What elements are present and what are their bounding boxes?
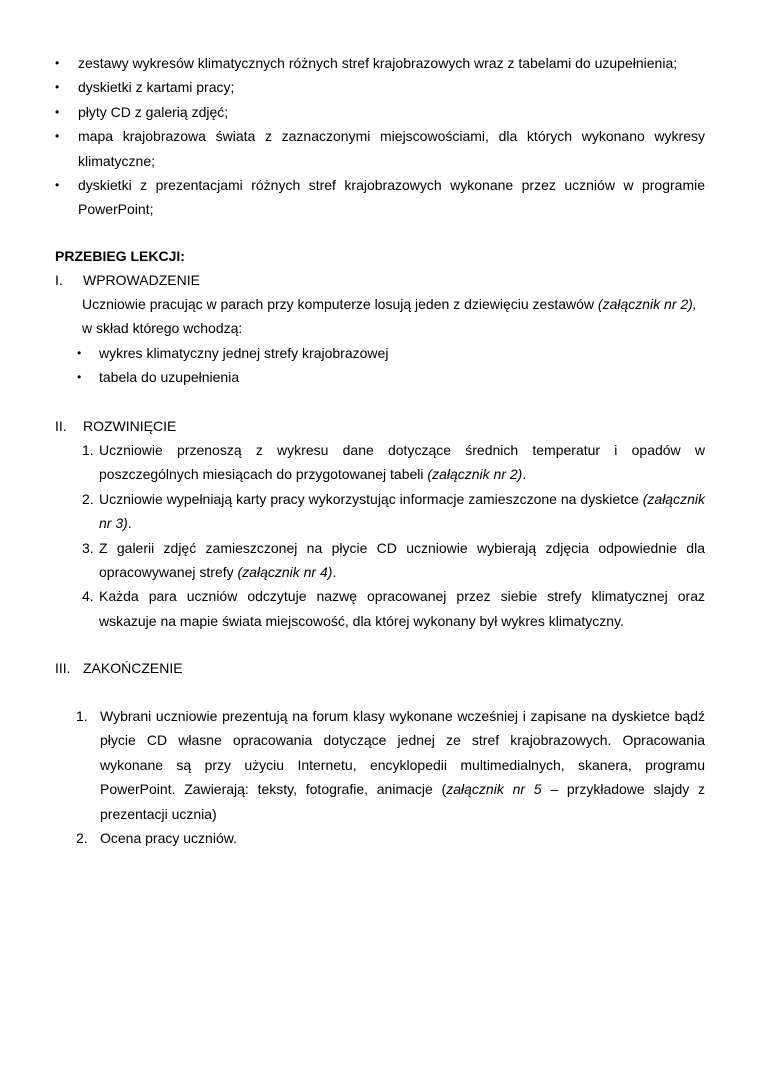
section-numeral: III. [55,660,71,676]
item-text: Uczniowie przenoszą z wykresu dane dotyczące średnich temperatur i opadów w poszczególnych miesiącach do przygotowanej tabeli [99,442,705,483]
section-numeral: I. [55,272,63,288]
item-text: Uczniowie wypełniają karty pracy wykorzystując informacje zamieszczone na dyskietce [99,490,643,507]
section-title-text: ROZWINIĘCIE [83,418,177,434]
section-title-introduction [55,268,200,292]
paragraph-text: w skład którego wchodzą: [82,320,243,337]
list-item [82,584,705,633]
item-text: Wybrani uczniowie prezentują na forum klasy wykonane wcześniej i zapisane na dyskietce bądź płycie CD własne opracowania dotyczące jednej ze stref krajobrazowych. Opracowania wykonane są przy użyciu Internetu, encyklopedii multimedialnych, skanera, programu PowerPoint. Zawierają: teksty, fotografie, animacje ( [100,708,705,798]
list-item [76,704,705,826]
materials-list [55,51,705,222]
list-item [82,536,705,585]
list-item: • płyty CD z galerią zdjęć; [55,100,705,124]
item-number: 2. [82,490,94,507]
annex-reference: (załącznik nr 3) [99,490,705,532]
development-list [82,438,705,633]
list-item: • dyskietki z kartami pracy; [55,75,705,99]
annex-reference: (załącznik nr 2), [597,296,697,312]
paragraph-text: Uczniowie pracując w parach przy komputerze losują jeden z dziewięciu zestawów [82,296,598,312]
item-tail: – przykładowe slajdy z prezentacji ucznia) [100,781,706,822]
item-number: 4. [82,588,94,605]
list-item: • dyskietki z prezentacjami różnych stref krajobrazowych wykonane przez uczniów w programie PowerPoint; [55,173,705,222]
list-item: • mapa krajobrazowa świata z zaznaczonymi miejscowościami, dla których wykonano wykresy klimatyczne; [55,124,705,173]
section-title-conclusion [55,656,183,680]
section-title-development [55,414,176,438]
lesson-heading: PRZEBIEG LEKCJI: [55,248,185,264]
annex-reference: załącznik nr 5 [446,781,542,798]
introduction-list [77,341,705,390]
conclusion-list [76,704,705,850]
item-text: Z galerii zdjęć zamieszczonej na płycie CD uczniowie wybierają zdjęcia odpowiednie dla opracowywanej strefy [99,539,705,581]
section-title-text: WPROWADZENIE [83,272,200,288]
item-number: 1. [76,708,88,724]
annex-reference: (załącznik nr 4) [237,564,333,581]
annex-reference: (załącznik nr 2) [427,466,523,483]
introduction-paragraph [82,292,705,341]
item-text: Każda para uczniów odczytuje nazwę opracowanej przez siebie strefy klimatycznej oraz wskazuje na mapie świata miejscowość, dla której wykonany był wykres klimatyczny. [99,588,705,629]
item-number: 2. [76,830,88,847]
section-numeral: II. [55,418,67,434]
list-item: • zestawy wykresów klimatycznych różnych stref krajobrazowych wraz z tabelami do uzupełnienia; [55,51,705,75]
item-text: Ocena pracy uczniów. [100,830,237,847]
list-item [76,826,705,850]
item-tail: . [332,564,337,581]
list-item [82,438,705,487]
list-item [82,487,705,536]
item-number: 3. [82,539,94,556]
list-item: • tabela do uzupełnienia [77,365,705,389]
section-title-text: ZAKOŃCZENIE [83,660,183,676]
list-item: • wykres klimatyczny jednej strefy krajobrazowej [77,341,705,365]
item-number: 1. [82,442,94,458]
item-tail: . [522,466,527,483]
item-tail: . [127,515,132,532]
